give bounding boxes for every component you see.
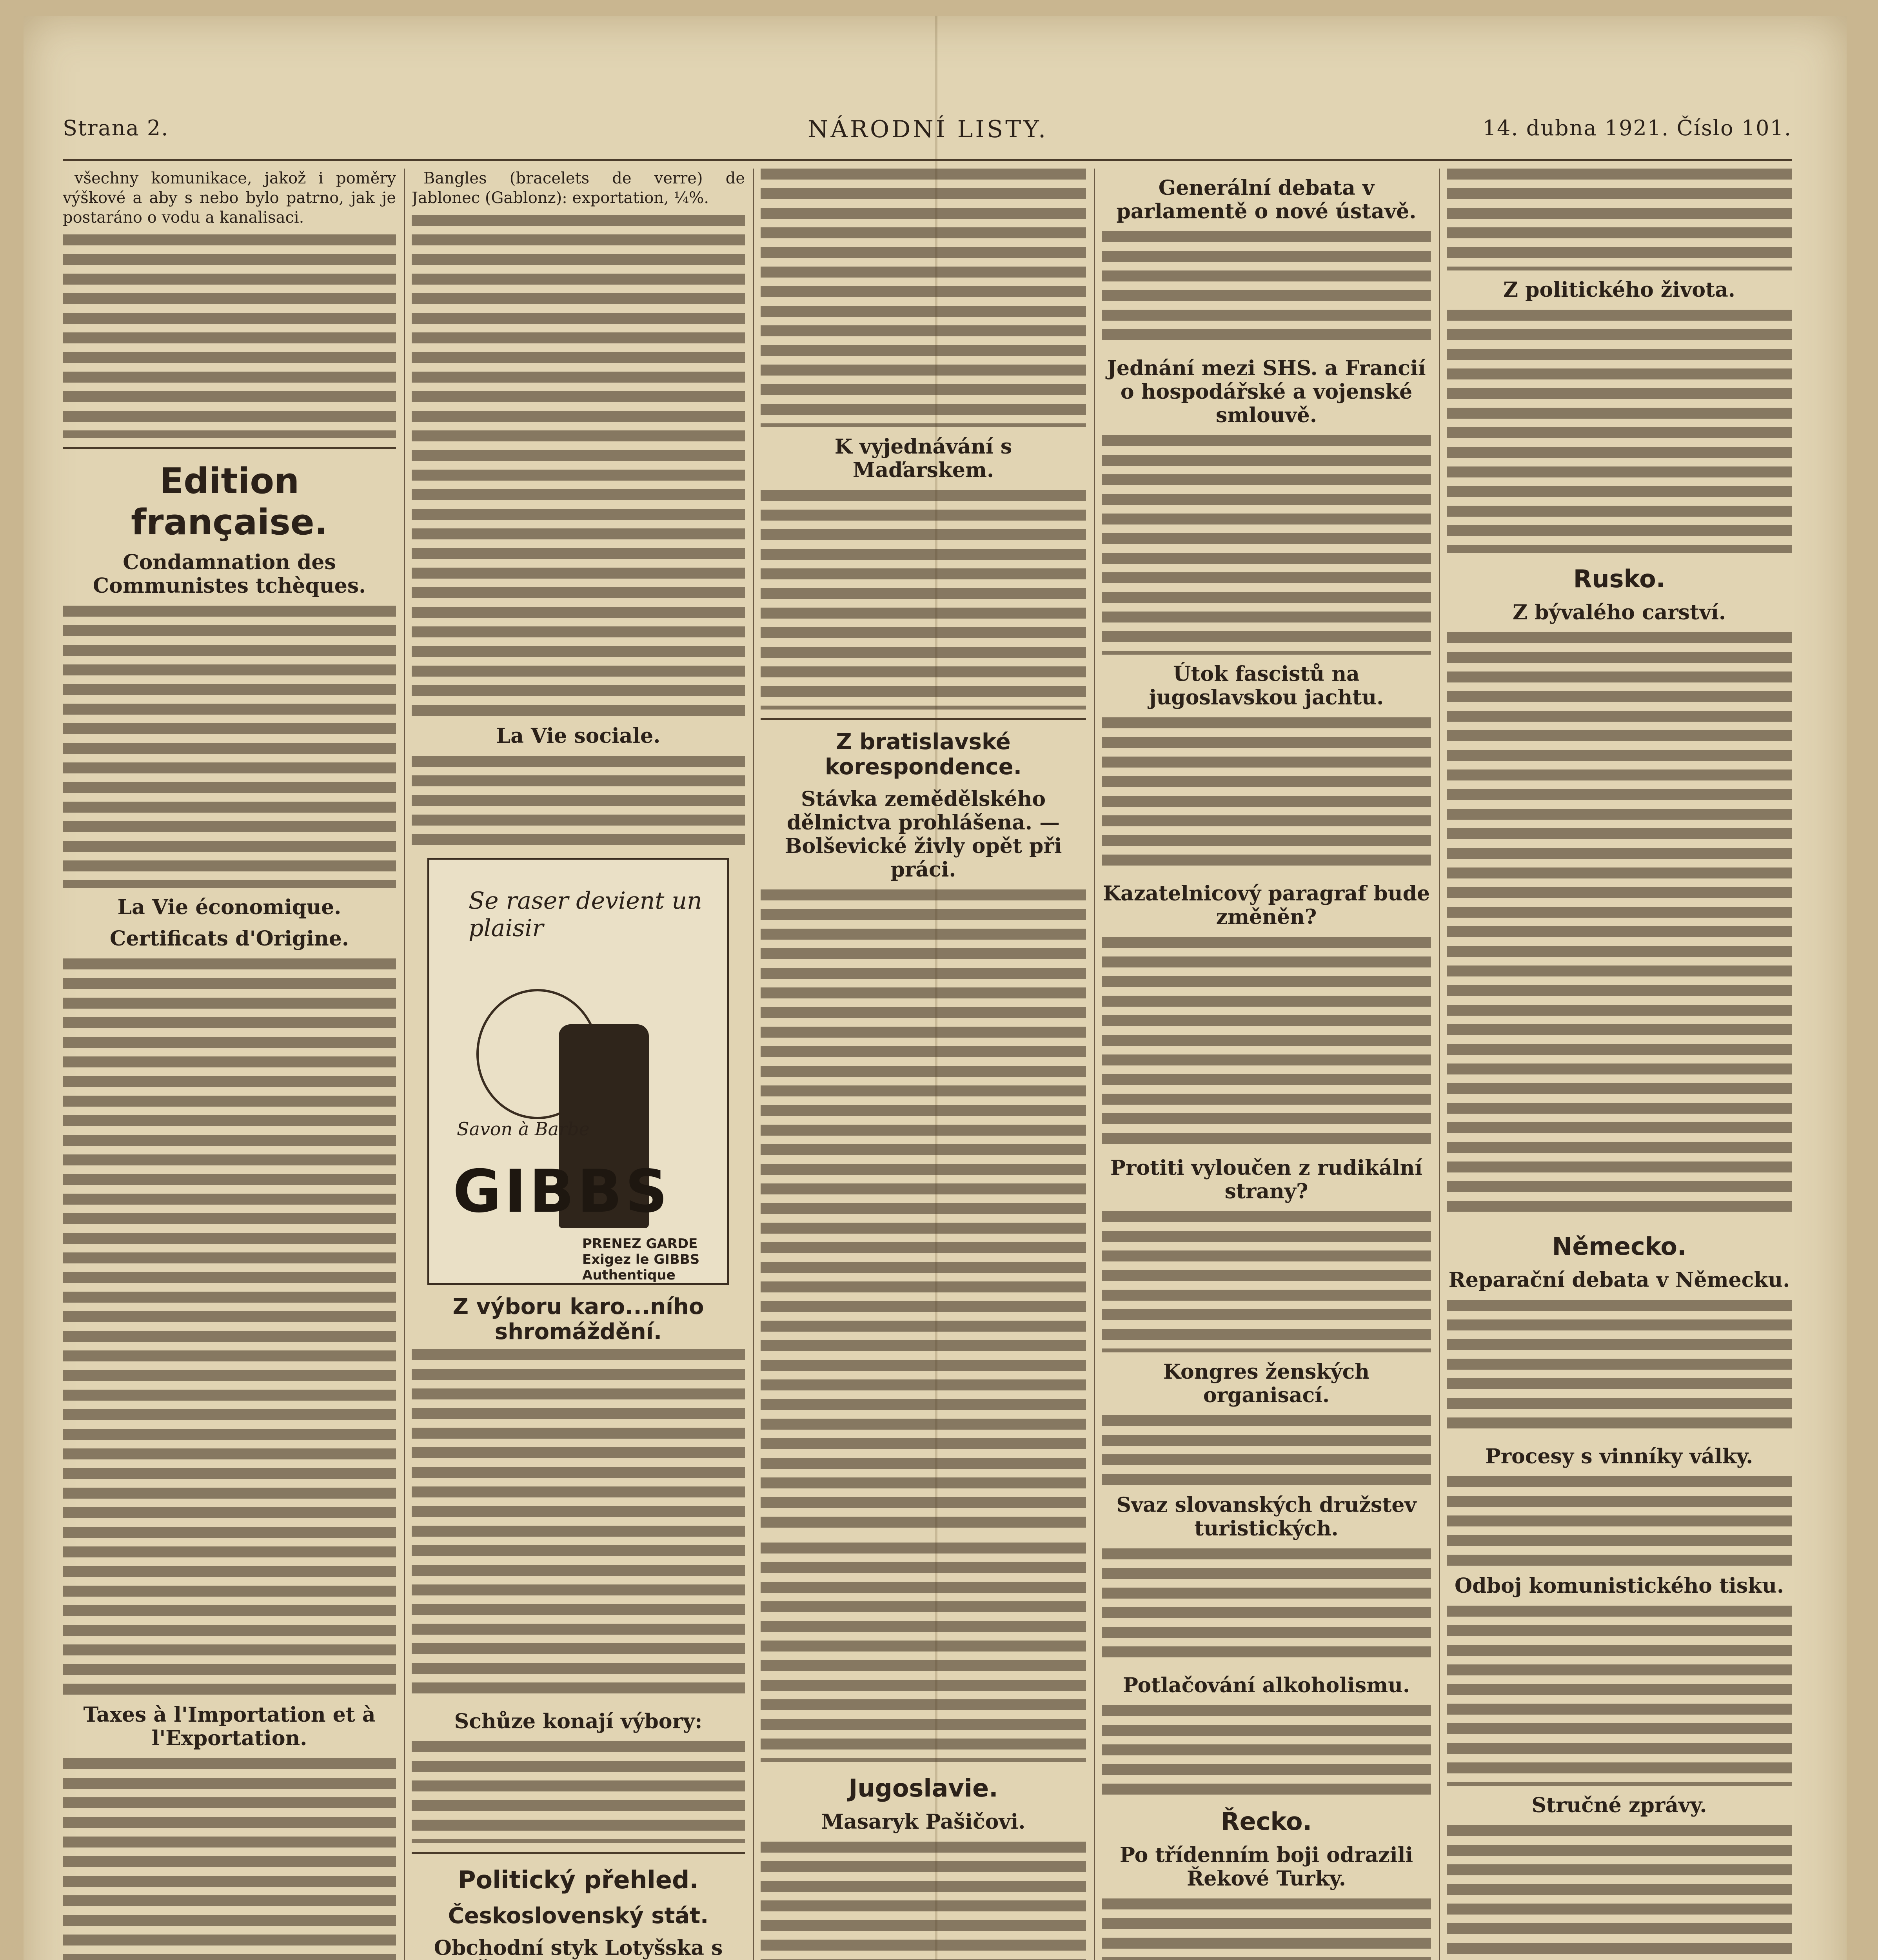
headline: Útok fascistů na jugoslavskou jachtu. <box>1149 662 1384 710</box>
subsection-title: Československý stát. <box>448 1903 709 1929</box>
text-block <box>1447 632 1792 1220</box>
text-block <box>761 1842 1086 1960</box>
ad-caption: PRENEZ GARDE Exigez le GIBBS Authentique <box>582 1236 700 1283</box>
masthead-title: NÁRODNÍ LISTY. <box>808 116 1048 143</box>
text-block <box>761 1543 1086 1762</box>
text-block <box>412 1349 745 1702</box>
issue-date: 14. dubna 1921. Číslo 101. <box>1482 116 1792 140</box>
headline: Obchodní styk Lotyšska s <box>434 1936 723 1960</box>
text-block <box>1447 169 1792 270</box>
section-title: Edition française. <box>131 461 328 543</box>
text-block <box>1102 937 1431 1149</box>
ad-slogan: Se raser devient un plaisir <box>469 887 702 942</box>
headline: Schůze konají výbory: <box>454 1710 703 1733</box>
text-block <box>1447 1300 1792 1437</box>
ad-frame <box>427 858 729 1285</box>
divider <box>412 1852 745 1854</box>
text-block <box>1102 231 1431 349</box>
section-title: Politický přehled. <box>458 1866 699 1894</box>
column-rule <box>404 169 405 1960</box>
text-block <box>761 490 1086 710</box>
column-rule <box>1094 169 1095 1960</box>
column-rule <box>753 169 754 1960</box>
headline: Z výboru karo...ního shromáždění. <box>452 1294 704 1345</box>
page-number: Strana 2. <box>63 116 169 140</box>
section-title: Z bratislavské korespondence. <box>825 729 1022 780</box>
text-block <box>1447 1476 1792 1566</box>
headline: Taxes à l'Importation et à l'Exportation. <box>83 1703 376 1750</box>
text-block <box>1102 1415 1431 1486</box>
headline: Condamnation des Communistes tchèques. <box>93 550 366 598</box>
headline: La Vie économique. <box>117 895 341 919</box>
text-block <box>1102 1898 1431 1960</box>
headline: Po třídenním boji odrazili Řekové Turky. <box>1119 1843 1413 1891</box>
text-block <box>1102 1705 1431 1795</box>
text-block <box>1447 1825 1792 1960</box>
column-3 <box>761 169 1086 1960</box>
article-text: všechny komunikace, jakož i poměry výškové a aby s nebo bylo patrno, jak je postaráno o vodu a kanalisaci. <box>63 169 396 227</box>
headline: Svaz slovanských družstev turistických. <box>1116 1493 1417 1541</box>
text-block <box>63 234 396 438</box>
headline: Stávka zemědělského dělnictva prohlášena. — Bolševické živly opět při práci. <box>785 787 1062 882</box>
text-block <box>412 756 745 850</box>
ad-product: Savon à Barbe <box>457 1118 590 1140</box>
text-block <box>412 1741 745 1843</box>
text-block <box>1102 1548 1431 1666</box>
headline: La Vie sociale. <box>496 724 661 748</box>
headline: Kazatelnicový paragraf bude změněn? <box>1102 882 1430 929</box>
text-block <box>1102 1211 1431 1352</box>
text-block <box>1447 1606 1792 1786</box>
headline: Z bývalého carství. <box>1512 601 1726 624</box>
subheadline: Certificats d'Origine. <box>109 927 349 951</box>
ad-brand: GIBBS <box>453 1158 671 1226</box>
divider <box>761 718 1086 720</box>
divider <box>63 447 396 449</box>
text-block <box>761 169 1086 427</box>
section-title: Jugoslavie. <box>848 1774 998 1802</box>
column-rule <box>1439 169 1440 1960</box>
headline: Kongres ženských organisací. <box>1163 1360 1370 1407</box>
headline: Procesy s vinníky války. <box>1485 1445 1753 1468</box>
text-block <box>412 215 745 717</box>
text-block <box>1102 435 1431 655</box>
column-4 <box>1102 169 1431 1960</box>
section-title: Řecko. <box>1221 1807 1312 1836</box>
text-block <box>761 889 1086 1536</box>
section-title: Rusko. <box>1573 564 1665 593</box>
headline: Potlačování alkoholismu. <box>1122 1673 1410 1697</box>
page-header <box>63 112 1792 161</box>
headline: Protiti vyloučen z rudikální strany? <box>1110 1156 1423 1203</box>
section-title: Německo. <box>1552 1232 1687 1261</box>
text-block <box>63 958 396 1695</box>
headline: Odboj komunistického tisku. <box>1454 1574 1784 1598</box>
headline: Stručné zprávy. <box>1531 1793 1707 1817</box>
column-2 <box>412 169 745 1960</box>
column-1 <box>63 169 396 1960</box>
headline: Z politického života. <box>1503 278 1735 302</box>
gibbs-advertisement <box>412 858 745 1285</box>
column-5 <box>1447 169 1792 1960</box>
headline: Masaryk Pašičovi. <box>821 1810 1026 1834</box>
article-text: Bangles (bracelets de verre) de Jablonec (Gablonz): exportation, ¼%. <box>412 169 745 207</box>
headline: Jednání mezi SHS. a Francií o hospodářské a vojenské smlouvě. <box>1107 356 1426 427</box>
text-block <box>1102 717 1431 874</box>
text-block <box>63 606 396 888</box>
text-block <box>1447 310 1792 553</box>
headline: Reparační debata v Německu. <box>1448 1268 1790 1292</box>
headline: Generální debata v parlamentě o nové ústavě. <box>1116 176 1417 223</box>
text-block <box>63 1758 396 1960</box>
headline: K vyjednávání s Maďarskem. <box>834 435 1012 482</box>
